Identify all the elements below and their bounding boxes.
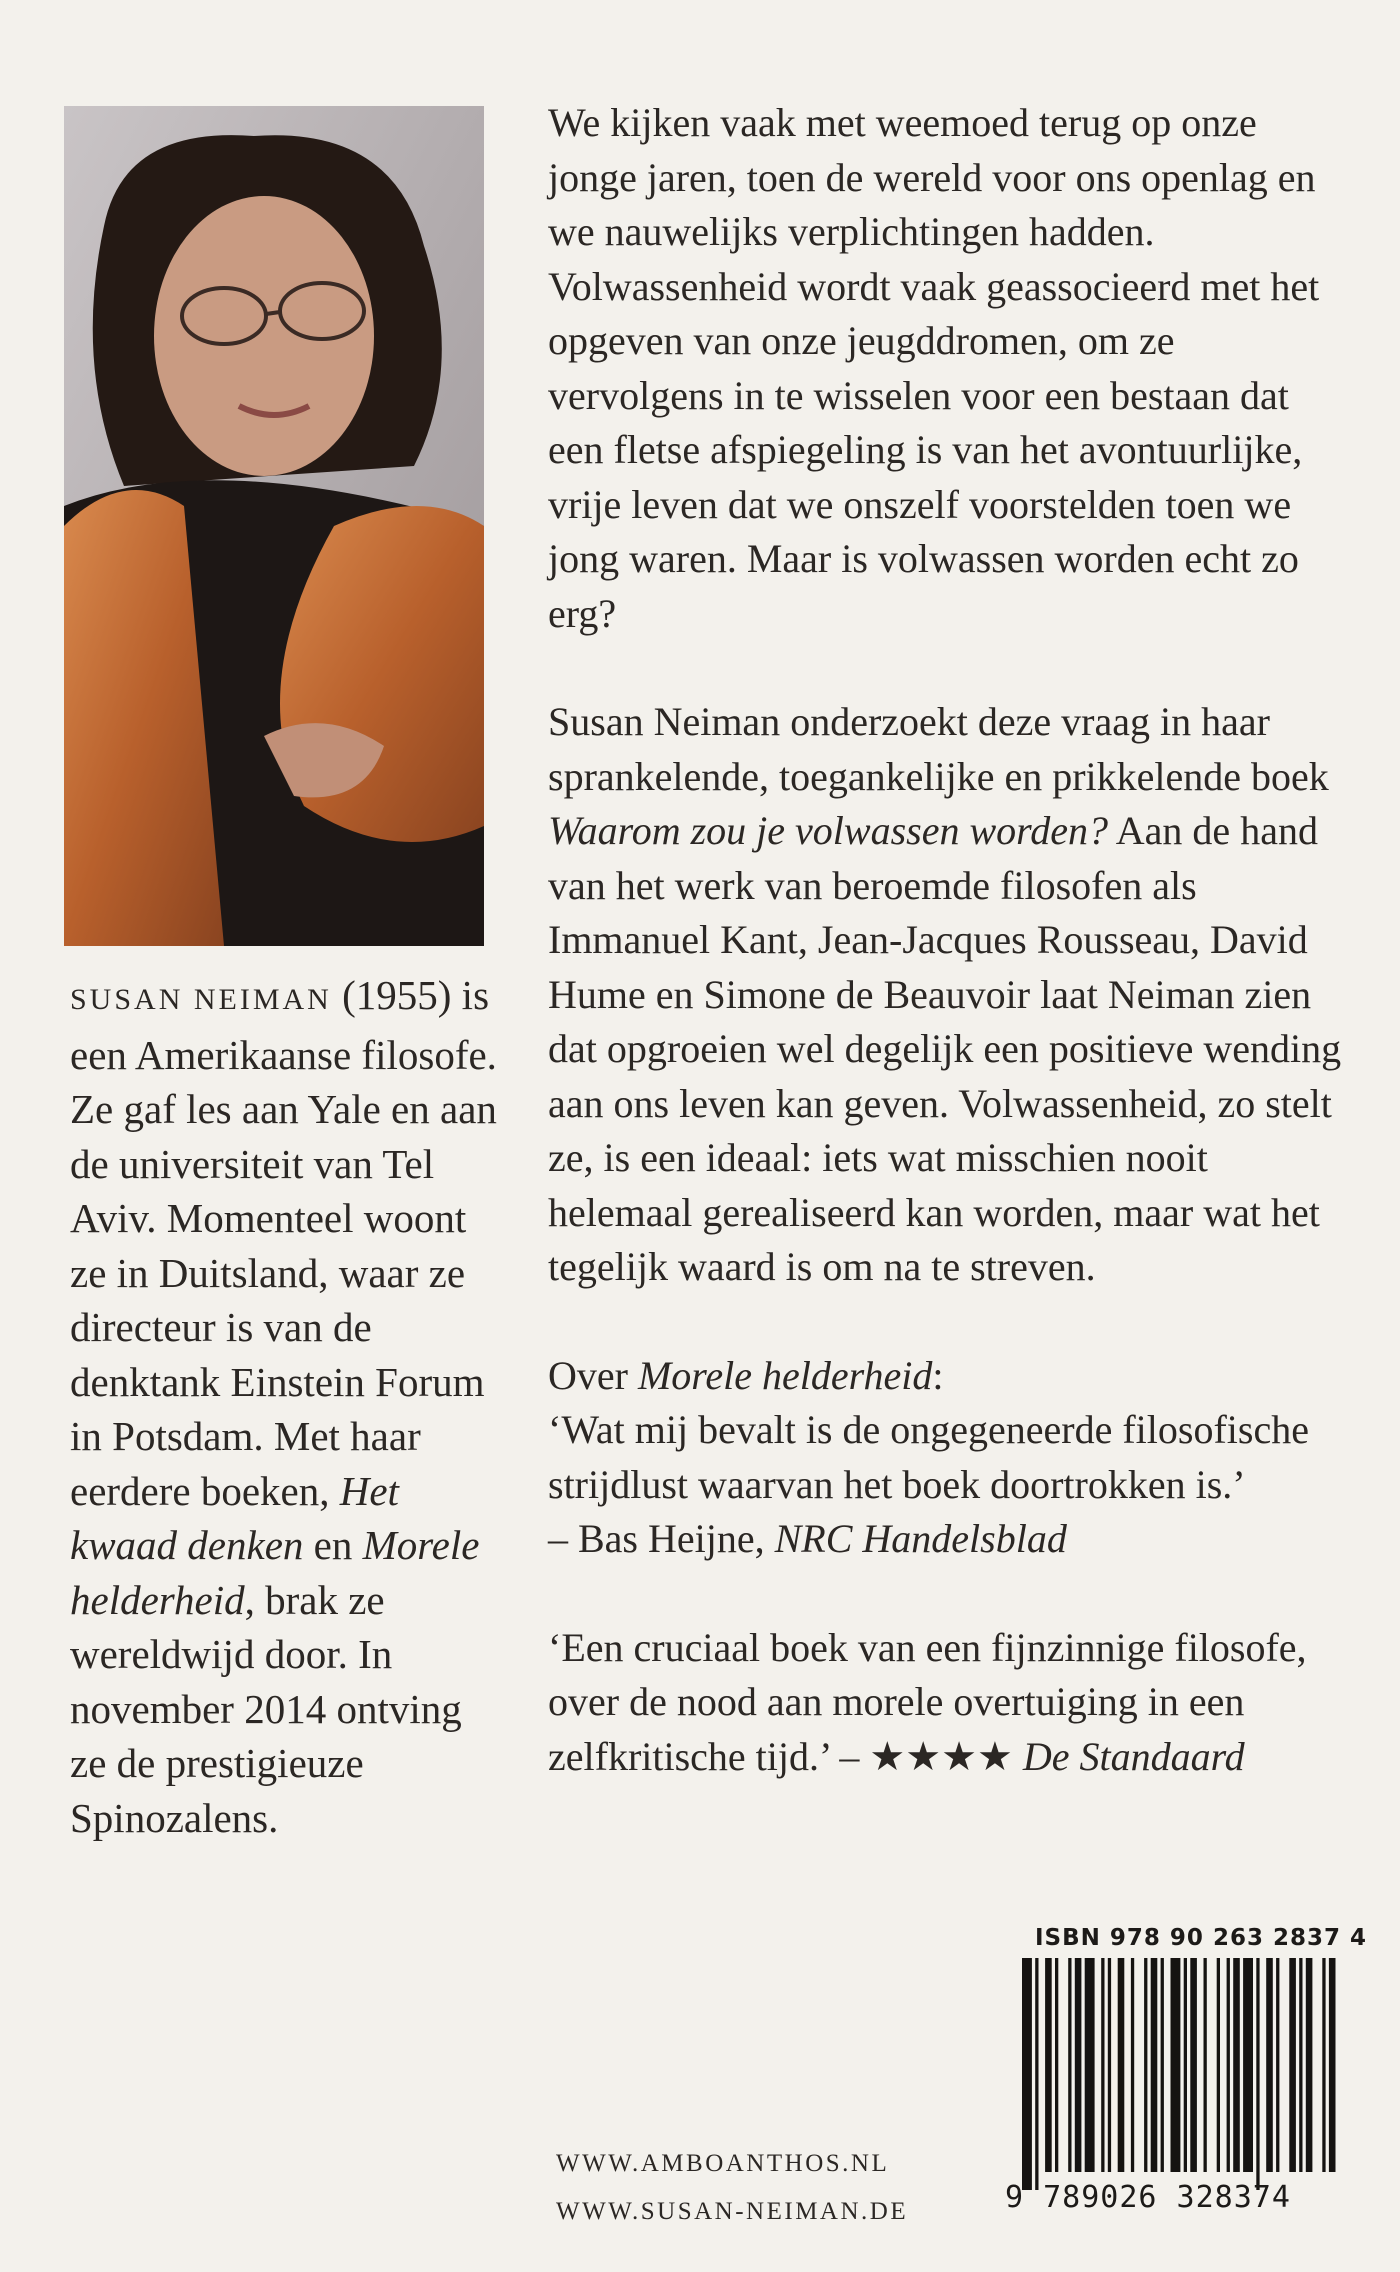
- barcode-bar: [1045, 1958, 1052, 2172]
- barcode-bar: [1144, 1958, 1147, 2172]
- barcode-bar: [1329, 1958, 1336, 2172]
- barcode-bar: [1289, 1958, 1296, 2172]
- barcode-bar: [1161, 1958, 1164, 2172]
- review-2-source: De Standaard: [1022, 1733, 1245, 1779]
- book-title: Waarom zou je volwassen worden?: [548, 808, 1108, 853]
- blurb-paragraph-2-end: Aan de hand van het werk van beroemde filosofen als Immanuel Kant, Jean-Jacques Rousseau, David Hume en Simone de Beauvoir laat Neiman zien dat opgroeien wel degelijk een positieve wending aan ons leven kan geven. Volwassenheid, zo stelt ze, is een ideaal: iets wat misschien nooit helemaal gerealiseerd kan worden, maar wat het tegelijk waard is om na te streven.: [548, 808, 1342, 1289]
- review-1-intro: [548, 1349, 1348, 1404]
- barcode-bar: [1035, 1958, 1038, 2190]
- review-1-intro-text: Over: [548, 1352, 638, 1398]
- barcode: [1022, 1958, 1337, 2190]
- barcode-digits: 9 789026 328374: [1005, 2180, 1291, 2215]
- blurb-paragraph-2: [548, 695, 1348, 1295]
- barcode-bars: [1022, 1958, 1337, 2190]
- barcode-bar: [1190, 1958, 1197, 2172]
- barcode-bar: [1204, 1958, 1207, 2172]
- author-photo: [64, 106, 484, 946]
- bio-name-line: [70, 972, 451, 1018]
- blurb-paragraph-2-start: Susan Neiman onderzoekt deze vraag in haar sprankelende, toegankelijke en prikkelende boek: [548, 699, 1329, 799]
- barcode-bar: [1022, 1958, 1032, 2190]
- barcode-bar: [1227, 1958, 1230, 2172]
- review-2-rating: – ★★★★: [829, 1733, 1023, 1779]
- bio-text-2: en: [303, 1522, 363, 1568]
- review-2-quote: ‘Een cruciaal boek van een fijnzinnige filosofe, over de nood aan morele overtuiging in een zelfkritische tijd.’: [548, 1624, 1307, 1779]
- barcode-bar: [1243, 1958, 1253, 2172]
- barcode-bar: [1075, 1958, 1082, 2172]
- barcode-bar: [1217, 1958, 1220, 2172]
- author-portrait-image: [64, 106, 484, 946]
- barcode-bar: [1101, 1958, 1104, 2172]
- barcode-bar: [1322, 1958, 1325, 2172]
- barcode-bar: [1055, 1958, 1058, 2172]
- barcode-bar: [1299, 1958, 1302, 2172]
- review-1-intro-colon: :: [932, 1352, 944, 1398]
- url-amboanthos[interactable]: WWW.AMBOANTHOS.NL: [556, 2150, 890, 2177]
- barcode-bar: [1276, 1958, 1279, 2172]
- review-1-source: NRC Handelsblad: [774, 1516, 1067, 1561]
- author-bio: [70, 968, 500, 1845]
- barcode-bar: [1151, 1958, 1158, 2172]
- barcode-bar: [1171, 1958, 1181, 2172]
- bio-text-3: , brak ze wereldwijd door. In november 2014 ontving ze de prestigieuze Spinozalens.: [70, 1576, 462, 1841]
- review-2: [548, 1621, 1348, 1785]
- blurb-paragraph-1: We kijken vaak met weemoed terug op onze jonge jaren, toen de wereld voor ons openlag en we nauwelijks verplichtingen hadden. Volwassenheid wordt vaak geassocieerd met het opgeven van onze jeugddromen, om ze vervolgens in te wisselen voor een bestaan dat een fletse afspiegeling is van het avontuurlijke, vrije leven dat we onszelf voorstelden toen we jong waren. Maar is volwassen worden echt zo erg?: [548, 100, 1320, 636]
- barcode-bar: [1131, 1958, 1134, 2172]
- bio-paragraph: [70, 968, 500, 1845]
- barcode-bar: [1306, 1958, 1313, 2172]
- review-1-author: – Bas Heijne,: [548, 1516, 775, 1561]
- back-cover-text: [548, 96, 1348, 1784]
- author-name: SUSAN NEIMAN: [70, 983, 332, 1016]
- publisher-urls: [556, 2140, 908, 2236]
- barcode-bar: [1085, 1958, 1095, 2172]
- barcode-bar: [1118, 1958, 1125, 2172]
- author-birth-year: (1955): [342, 972, 452, 1018]
- bio-book-1: Het kwaad denken: [70, 1467, 399, 1568]
- barcode-bar: [1266, 1958, 1273, 2172]
- barcode-bar: [1108, 1958, 1111, 2172]
- url-susan-neiman[interactable]: WWW.SUSAN-NEIMAN.DE: [556, 2198, 909, 2225]
- bio-book-2: Morele helderheid: [70, 1522, 480, 1623]
- review-1-book: Morele helderheid: [637, 1352, 933, 1398]
- review-1-attribution: [548, 1512, 1348, 1567]
- review-1-quote: ‘Wat mij bevalt is de ongegeneerde filosofische strijdlust waarvan het boek doortrokken is.’: [548, 1407, 1309, 1507]
- barcode-bar: [1068, 1958, 1071, 2172]
- barcode-bar: [1184, 1958, 1187, 2172]
- isbn-label: ISBN 978 90 263 2837 4: [1035, 1925, 1367, 1951]
- barcode-bar: [1256, 1958, 1259, 2190]
- barcode-bar: [1233, 1958, 1240, 2172]
- bio-text-1: is een Amerikaanse filosofe. Ze gaf les aan Yale en aan de universiteit van Tel Aviv. Momenteel woont ze in Duitsland, waar ze directeur is van de denktank Einstein Forum in Potsdam. Met haar eerdere boeken,: [70, 972, 497, 1514]
